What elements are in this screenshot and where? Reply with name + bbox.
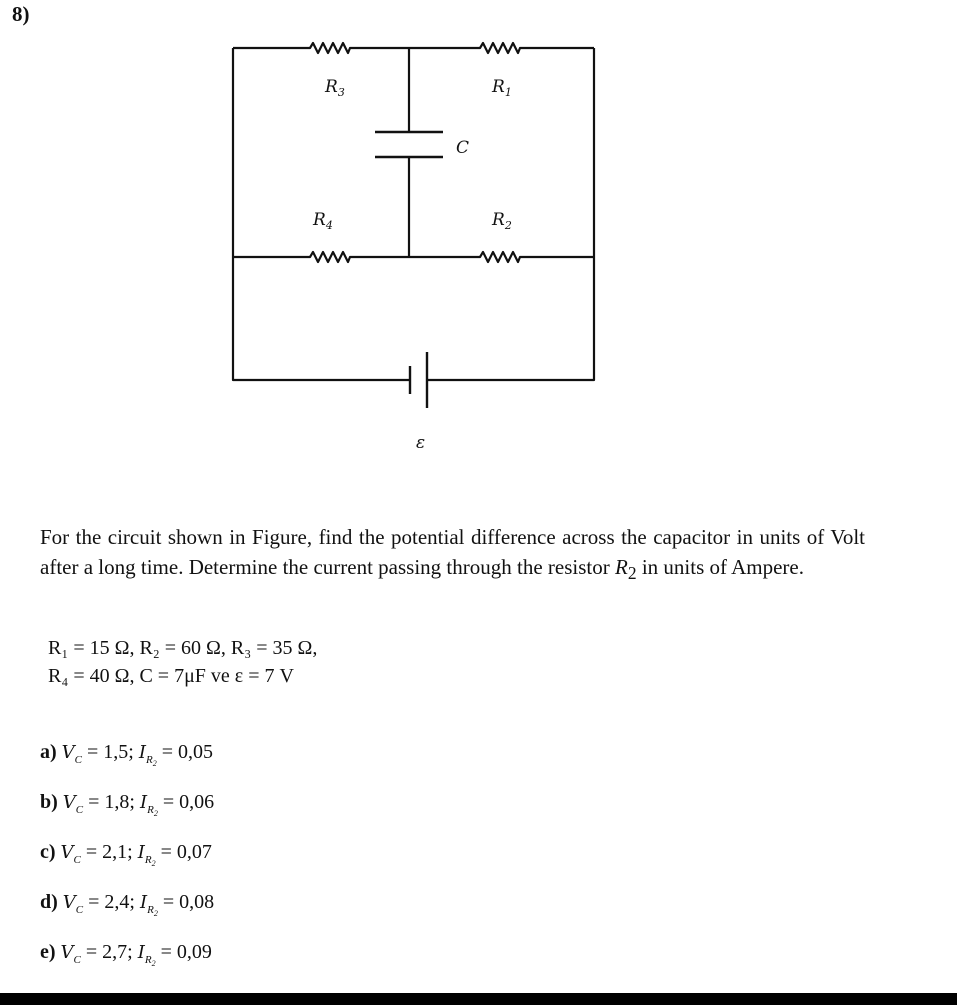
option-i-symbol: I xyxy=(139,892,148,913)
question-number: 8) xyxy=(12,2,30,26)
option-ir-value: 0,09 xyxy=(176,941,212,963)
option-vc-value: 1,5 xyxy=(103,741,129,763)
option-ir-value: 0,06 xyxy=(179,791,215,813)
option-v-sub: C xyxy=(75,804,84,816)
option-d[interactable]: d) $V_C = 2,4$; $I_{R_2} = 0,08$ xyxy=(40,891,215,919)
option-letter: d) xyxy=(40,891,58,913)
option-i-symbol: I xyxy=(137,942,145,963)
option-a[interactable]: a) $V_C = 1,5$; $I_{R_2} = 0,05$ xyxy=(40,741,213,769)
option-letter: a) xyxy=(40,741,57,763)
circuit-diagram xyxy=(0,0,957,480)
option-vc-value: 2,7 xyxy=(102,941,128,963)
option-v-sub: C xyxy=(74,754,83,766)
option-i-sub: R2 xyxy=(147,904,158,919)
option-letter: b) xyxy=(40,791,58,813)
option-letter: e) xyxy=(40,941,56,963)
r1-label: $R_1$ xyxy=(492,77,512,99)
option-v-symbol: V xyxy=(62,792,76,813)
option-ir-value: 0,07 xyxy=(176,841,212,863)
wire-top xyxy=(233,43,594,53)
problem-resistor-sub: 2 xyxy=(627,563,637,584)
wire-middle xyxy=(233,252,594,262)
option-c[interactable]: c) $V_C = 2,1$; $I_{R_2} = 0,07$ xyxy=(40,841,212,869)
r4-label: $R_4$ xyxy=(313,210,333,232)
option-i-sub: R2 xyxy=(147,804,158,819)
option-e[interactable]: e) $V_C = 2,7$; $I_{R_2} = 0,09$ xyxy=(40,941,212,969)
problem-text-1: For the circuit shown in Figure, find the potential difference across the capacitor in units of Volt after a long time. Determine the current passing through the resistor xyxy=(40,525,865,579)
capacitor-label: C xyxy=(456,138,470,158)
option-b[interactable]: b) $V_C = 1,8$; $I_{R_2} = 0,06$ xyxy=(40,791,215,819)
problem-text-2: in units of Ampere. xyxy=(636,555,804,579)
option-v-symbol: V xyxy=(60,842,74,863)
option-v-sub: C xyxy=(73,954,81,966)
r3-label: $R_3$ xyxy=(325,77,345,99)
problem-resistor-symbol: R xyxy=(615,555,628,579)
option-vc-value: 2,1 xyxy=(102,841,128,863)
option-vc-value: 1,8 xyxy=(104,791,130,813)
given-line-1: R₁ = 15 Ω, R₂ = 60 Ω, R₃ = 35 Ω, xyxy=(48,637,318,659)
option-v-sub: C xyxy=(73,854,81,866)
emf-label: ε xyxy=(416,433,426,453)
option-v-symbol: V xyxy=(62,892,76,913)
option-i-symbol: I xyxy=(139,792,148,813)
option-v-symbol: V xyxy=(60,942,74,963)
option-vc-value: 2,4 xyxy=(104,891,130,913)
option-i-sub: R2 xyxy=(145,754,157,769)
problem-statement xyxy=(40,522,865,588)
r2-label: $R_2$ xyxy=(492,210,512,232)
option-i-sub: R2 xyxy=(144,954,156,969)
option-letter: c) xyxy=(40,841,56,863)
bottom-border xyxy=(0,993,957,1005)
option-v-symbol: V xyxy=(61,742,75,763)
given-line-2: R₄ = 40 Ω, C = 7μF ve ε = 7 V xyxy=(48,665,294,687)
given-values xyxy=(48,634,317,690)
option-i-symbol: I xyxy=(137,842,145,863)
option-ir-value: 0,08 xyxy=(179,891,215,913)
option-ir-value: 0,05 xyxy=(178,741,213,763)
option-i-sub: R2 xyxy=(144,854,156,869)
option-i-symbol: I xyxy=(138,742,146,763)
answer-options xyxy=(40,735,214,985)
option-v-sub: C xyxy=(75,904,84,916)
